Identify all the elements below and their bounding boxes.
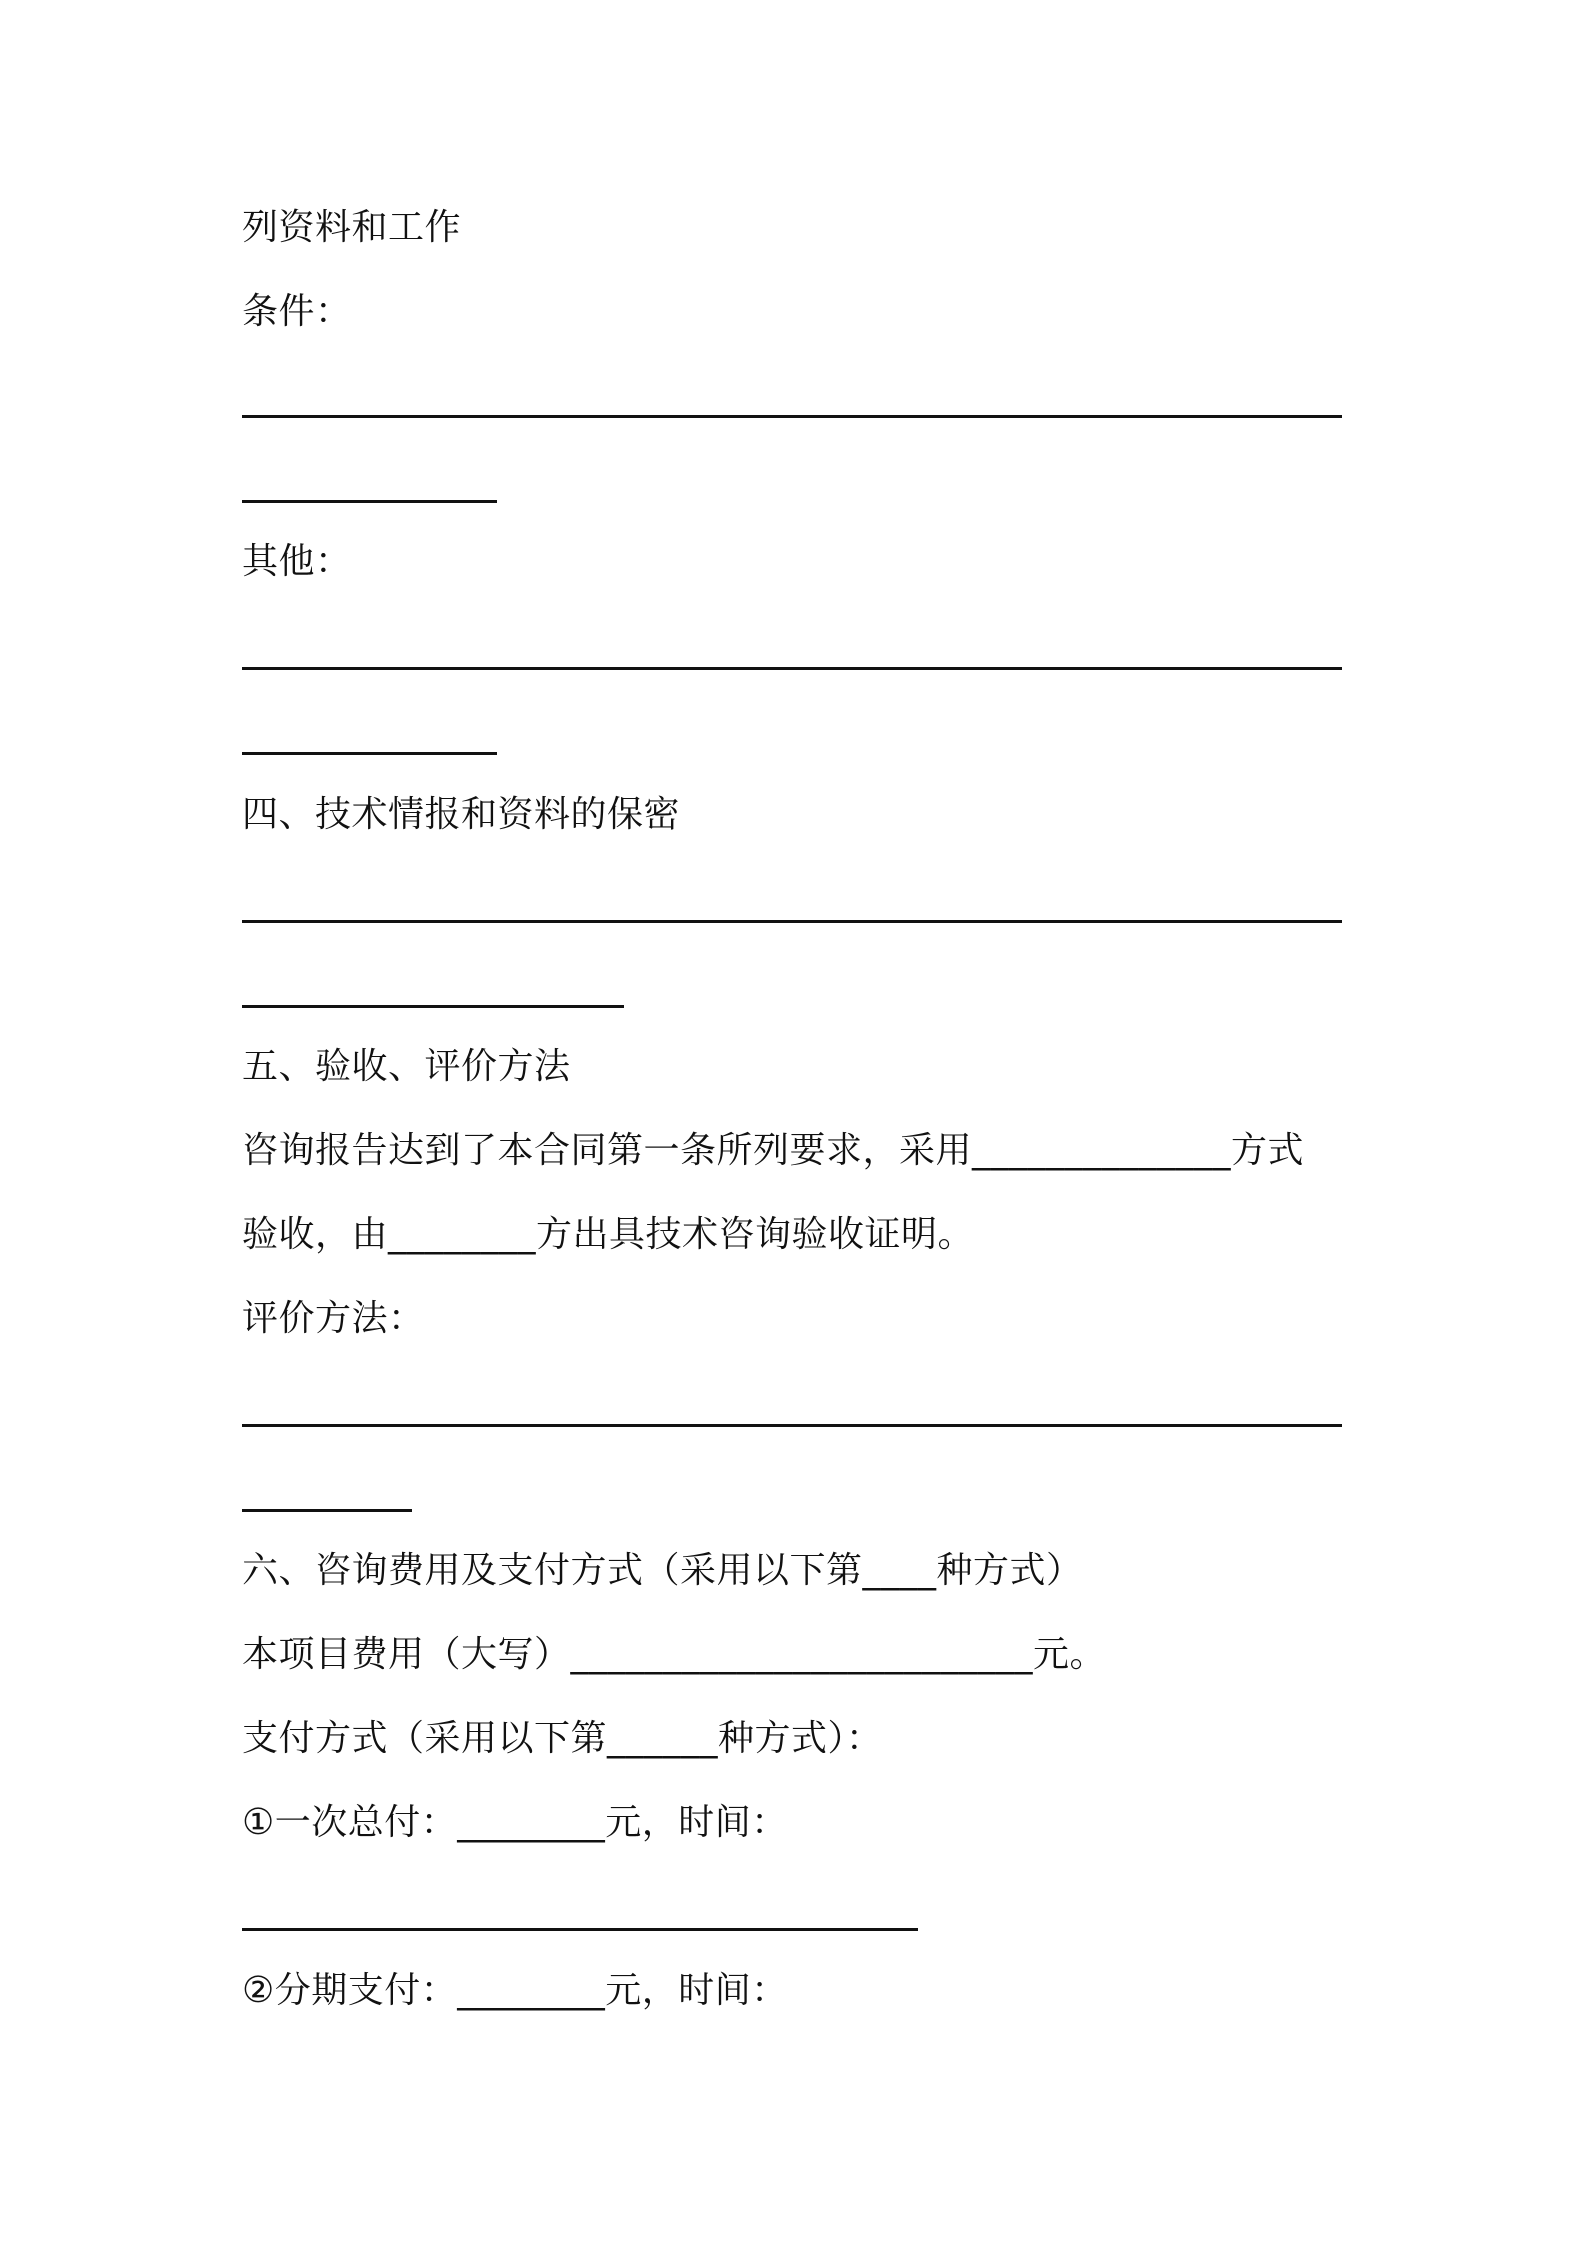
text-line-payment-method: 支付方式（采用以下第______种方式）： (242, 1718, 883, 1759)
text-line-lump-sum: ①一次总付：________元，时间： (242, 1802, 788, 1843)
blank-line-conditions-2 (242, 500, 497, 503)
blank-line-other-1 (242, 667, 1342, 670)
blank-line-evaluation-2 (242, 1509, 412, 1512)
section-heading-fees: 六、咨询费用及支付方式（采用以下第____种方式） (242, 1550, 1083, 1591)
text-line-other-label: 其他： (242, 541, 352, 582)
blank-line-lump-sum-time (242, 1928, 918, 1931)
text-line-project-fee: 本项目费用（大写）_________________________元。 (242, 1634, 1107, 1675)
blank-line-confidentiality-1 (242, 920, 1342, 923)
text-line-acceptance-certificate: 验收，由________方出具技术咨询验收证明。 (242, 1214, 975, 1255)
text-line-materials: 列资料和工作 (242, 207, 462, 248)
section-heading-confidentiality: 四、技术情报和资料的保密 (242, 794, 681, 835)
blank-line-evaluation-1 (242, 1424, 1342, 1427)
blank-line-confidentiality-2 (242, 1005, 624, 1008)
text-line-installments: ②分期支付：________元，时间： (242, 1970, 788, 2011)
blank-line-conditions-1 (242, 415, 1342, 418)
text-line-conditions-label: 条件： (242, 291, 352, 332)
text-line-acceptance-method: 咨询报告达到了本合同第一条所列要求，采用______________方式 (242, 1130, 1305, 1171)
text-line-evaluation-label: 评价方法： (242, 1298, 425, 1339)
section-heading-acceptance: 五、验收、评价方法 (242, 1046, 571, 1087)
blank-line-other-2 (242, 752, 497, 755)
